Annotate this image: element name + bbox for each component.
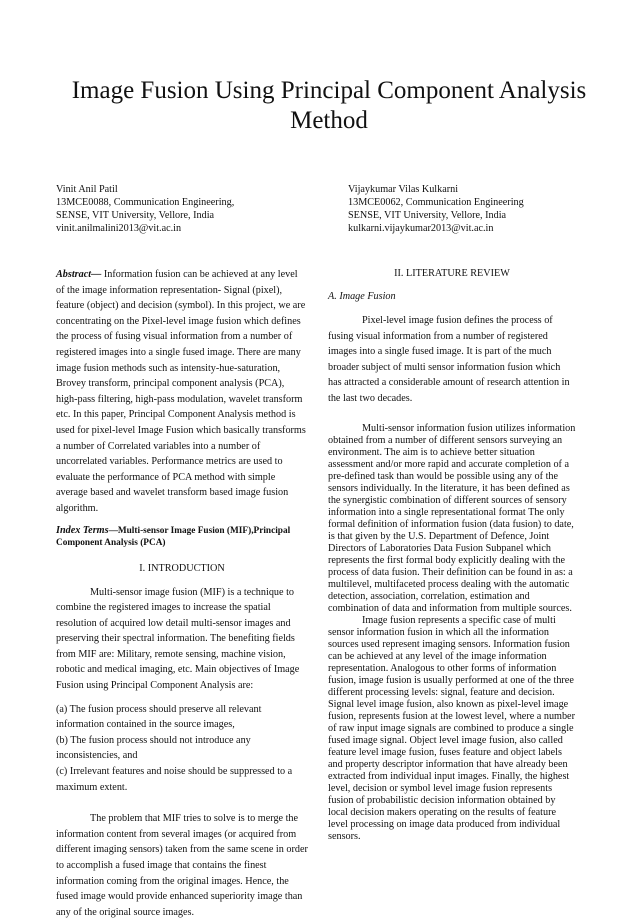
left-column xyxy=(56,267,308,920)
lit-paragraph-2: Multi-sensor information fusion utilizes information obtained from a number of different sensors surveying an environment. The aim is to achieve better situation assessment and/or more rapid and accurate completion of a pre-defined task than would be possible using any of the sensors individually. In the literature, it has been defined as the synergistic combination of different sources of sensory information into a single representational format The only formal definition of information fusion (data fusion) to date, is that given by the U.S. Department of Defence, Joint Directors of Laboratories Data Fusion Subpanel which represents the first formal body explicitly dealing with the process of data fusion. Their definition can be found in as: a multilevel, multifaceted process dealing with the automatic detection, association, correlation, estimation and combination of data and information from multiple sources. xyxy=(328,422,576,614)
paper-title xyxy=(40,76,618,136)
objective-item-c: (c) Irrelevant features and noise should be suppressed to a maximum extent. xyxy=(56,766,293,793)
index-terms-text: —Multi-sensor Image Fusion (MIF),Principal Component Analysis (PCA) xyxy=(56,525,291,548)
intro-paragraph-2: The problem that MIF tries to solve is to merge the information content from several images (or acquired from different imaging sensors) taken from the same scene in order to accomplish a fused image that contains the finest information coming from the original images. Hence, the fused image would provide enhanced superiority image than any of the original source images. xyxy=(56,813,308,918)
section-heading-introduction: I. INTRODUCTION xyxy=(139,562,225,574)
author-email: vinit.anilmalini2013@vit.ac.in xyxy=(56,223,182,234)
author-affiliation: SENSE, VIT University, Vellore, India xyxy=(56,210,215,221)
author-email: kulkarni.vijaykumar2013@vit.ac.in xyxy=(348,223,494,234)
objective-item-b: (b) The fusion process should not introduce any inconsistencies, and xyxy=(56,734,251,762)
author-block-2 xyxy=(348,183,524,235)
abstract-label: Abstract— xyxy=(56,269,102,280)
objective-item-a: (a) The fusion process should preserve all relevant information contained in the source images, xyxy=(56,703,262,731)
subsection-heading-image-fusion: A. Image Fusion xyxy=(328,291,396,302)
section-heading-literature-review: II. LITERATURE REVIEW xyxy=(394,268,510,279)
author-name: Vijaykumar Vilas Kulkarni xyxy=(348,184,459,195)
abstract xyxy=(56,267,308,517)
abstract-text: Information fusion can be achieved at any level of the image information representation- Signal (pixel), feature (object) and decision (symbol). In this project, we are concentrating on the Pixel-level image fusion which defines the process of fusing visual information from a number of registered images into a single fused image. There are many image fusion methods such as intensity-hue-saturation, Brovey transform, principal component analysis (PCA), high-pass filtering, high-pass modulation, wavelet transform etc. In this paper, Principal Component Analysis method is used for pixel-level Image Fusion which basically transforms a number of Correlated variables into a number of uncorrelated variables. Performance metrics are used to evaluate the performance of PCA method with simple average based and wavelet transform based image fusion algorithm. xyxy=(56,269,306,514)
lit-paragraph-1: Pixel-level image fusion defines the process of fusing visual information from a number of registered images into a single fused image. It is part of the much broader subject of multi sensor information fusion which has attracted a considerable amount of research attention in the last two decades. xyxy=(328,315,570,404)
right-column xyxy=(328,267,576,843)
author-block-1 xyxy=(56,183,234,235)
author-id-department: 13MCE0062, Communication Engineering xyxy=(348,197,524,208)
author-name: Vinit Anil Patil xyxy=(56,184,118,195)
paper-title-line-2: Method xyxy=(290,107,368,134)
author-affiliation: SENSE, VIT University, Vellore, India xyxy=(348,210,507,221)
paper-title-line-1: Image Fusion Using Principal Component Analysis xyxy=(71,77,587,104)
lit-paragraph-3: Image fusion represents a specific case of multi sensor information fusion in which all the information sources used represent imaging sensors. Information fusion can be achieved at any level of the image information representation. Analogous to other forms of information fusion, image fusion is usually performed at one of the three different processing levels: signal, feature and decision. Signal level image fusion, also known as pixel-level image fusion, represents fusion at the lowest level, where a number of raw input image signals are combined to produce a single fused image signal. Object level image fusion, also called feature level image fusion, fuses feature and object labels and property descriptor information that have already been extracted from individual input images. Finally, the highest level, decision or symbol level image fusion represents fusion of probabilistic decision information obtained by local decision makers operating on the results of feature level processing on image data produced from individual sensors. xyxy=(328,614,575,842)
index-terms-label: Index Terms xyxy=(56,524,109,536)
intro-paragraph-1: Multi-sensor image fusion (MIF) is a technique to combine the registered images to increase the spatial resolution of acquired low detail multi-sensor images and preserving their spectral information. The benefiting fields from MIF are: Military, remote sensing, machine vision, robotic and medical imaging, etc. Main objectives of Image Fusion using Principal Component Analysis are: xyxy=(56,586,300,692)
author-id-department: 13MCE0088, Communication Engineering, xyxy=(56,197,235,208)
index-terms xyxy=(56,525,308,550)
